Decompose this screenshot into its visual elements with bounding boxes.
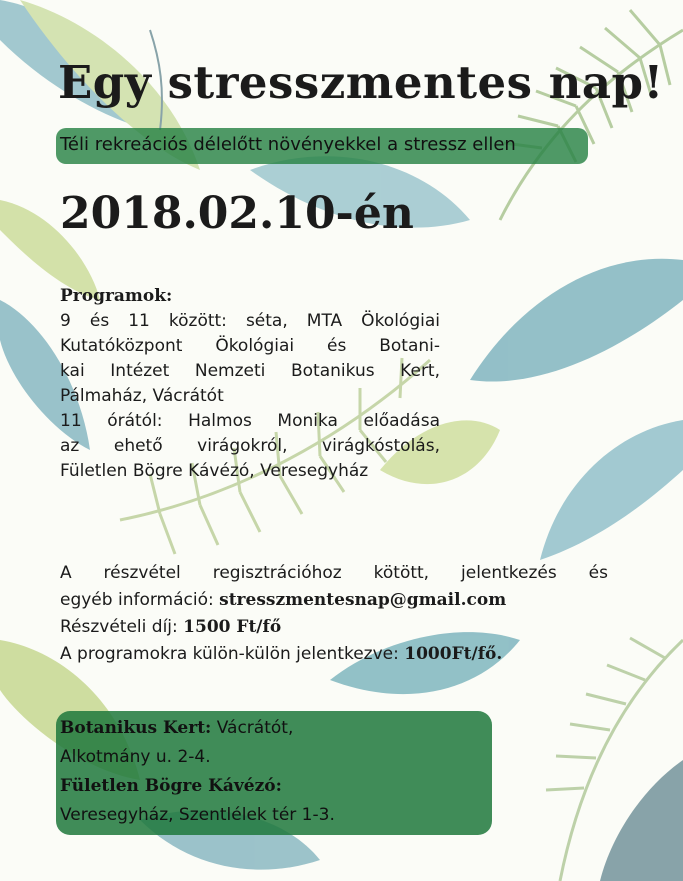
contact-email[interactable]: stresszmentesnap@gmail.com	[219, 590, 507, 610]
programs-heading: Programok:	[60, 286, 173, 306]
programs-section	[60, 284, 440, 484]
program-line: kai Intézet Nemzeti Botanikus Kert,	[60, 361, 440, 381]
registration-section	[60, 560, 608, 668]
program-line: Pálmaház, Vácrátót	[60, 386, 224, 406]
program-line: 9 és 11 között: séta, MTA Ökológiai	[60, 311, 440, 331]
separate-fee-label: A programokra külön-külön jelentkezve:	[60, 644, 405, 664]
program-line: 11 órától: Halmos Monika előadása	[60, 411, 440, 431]
subtitle: Téli rekreációs délelőtt növényekkel a stressz ellen	[60, 134, 516, 155]
program-line: az ehető virágokról, virágkóstolás,	[60, 436, 440, 456]
garden-name: Botanikus Kert:	[60, 718, 212, 738]
cafe-address: Veresegyház, Szentlélek tér 1-3.	[60, 805, 335, 825]
garden-address-line1	[60, 714, 335, 743]
fee-value: 1500 Ft/fő	[183, 617, 282, 637]
garden-street: Alkotmány u. 2-4.	[60, 747, 211, 767]
page-title: Egy stresszmentes nap!	[58, 56, 664, 109]
event-date: 2018.02.10-én	[60, 188, 414, 239]
addresses-section	[60, 714, 335, 830]
info-label: egyéb információ:	[60, 590, 220, 610]
fee-line	[60, 614, 608, 641]
garden-town: Vácrátót,	[211, 718, 294, 738]
fee-label: Részvételi díj:	[60, 617, 184, 637]
separate-fee-line	[60, 641, 608, 668]
cafe-name: Fületlen Bögre Kávézó:	[60, 776, 282, 796]
registration-line: A részvétel regisztrációhoz kötött, jelentkezés és	[60, 563, 608, 583]
program-line: Kutatóközpont Ökológiai és Botani-	[60, 336, 440, 356]
separate-fee-value: 1000Ft/fő.	[404, 644, 503, 664]
program-line: Fületlen Bögre Kávézó, Veresegyház	[60, 461, 369, 481]
info-line	[60, 587, 608, 614]
